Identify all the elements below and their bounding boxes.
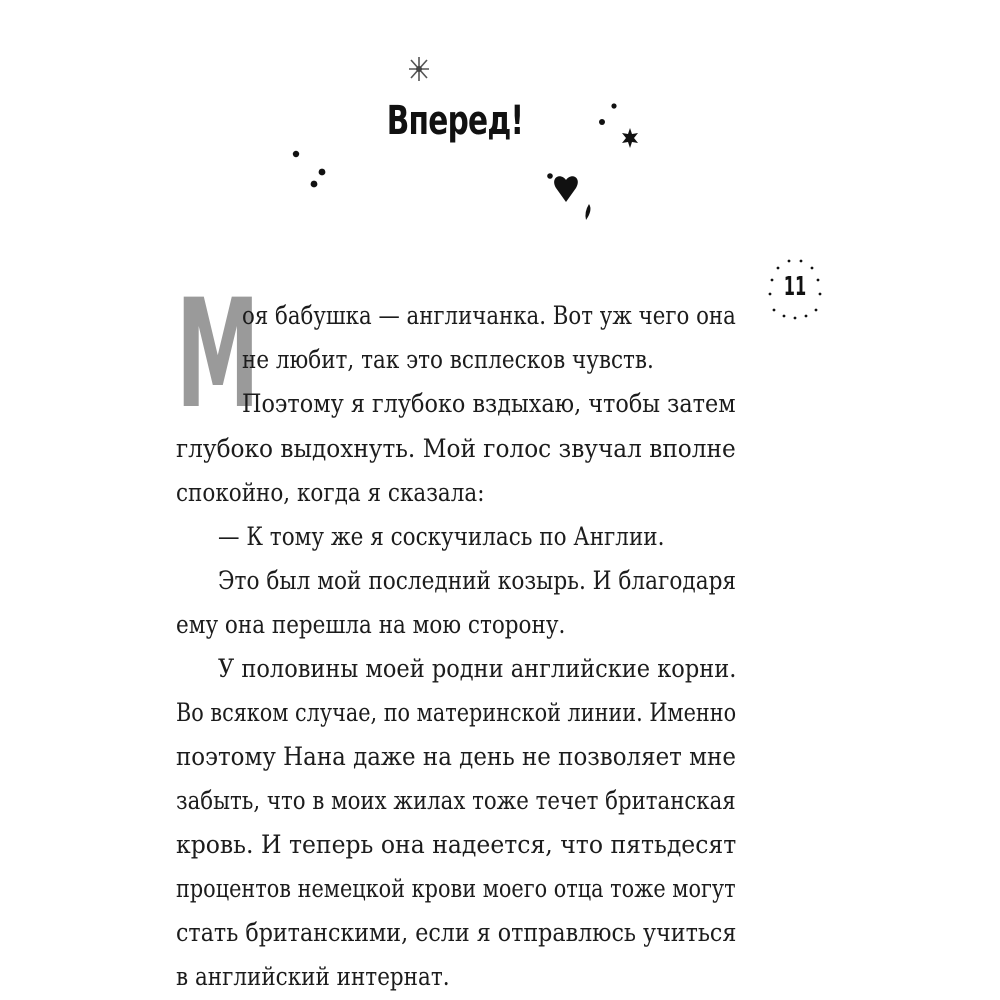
- text-line: не любит, так это всплесков чувств.: [242, 345, 654, 374]
- text-line: глубоко выдохнуть. Мой голос звучал вполне: [176, 434, 736, 463]
- text-line: забыть, что в моих жилах тоже течет британская: [176, 786, 736, 815]
- text-line: в английский интернат.: [176, 962, 450, 991]
- chapter-title: Вперед!: [386, 98, 524, 144]
- text-line: процентов немецкой крови моего отца тоже могут: [176, 874, 736, 903]
- page-number-text: 11: [783, 272, 807, 302]
- text-line: Поэтому я глубоко вздыхаю, чтобы затем: [242, 389, 736, 418]
- text-line: Во всяком случае, по материнской линии. Именно: [176, 698, 737, 727]
- text-line: поэтому Нана даже на день не позволяет мне: [176, 742, 736, 771]
- text-line: оя бабушка — англичанка. Вот уж чего она: [242, 301, 736, 330]
- text-line: кровь. И теперь она надеется, что пятьдесят: [176, 830, 737, 859]
- page-number: [766, 258, 824, 318]
- star-ornament-icon: [408, 56, 430, 82]
- text-line: ему она перешла на мою сторону.: [176, 610, 566, 639]
- text-line: — К тому же я соскучилась по Англии.: [218, 522, 665, 551]
- drop-cap: М: [176, 268, 260, 442]
- text-line: спокойно, когда я сказала:: [176, 478, 485, 507]
- text-line: Это был мой последний козырь. И благодаря: [218, 566, 737, 595]
- text-line: стать британскими, если я отправлюсь учиться: [176, 918, 737, 947]
- sparkle-dots-icon: [286, 96, 646, 226]
- text-line: У половины моей родни английские корни.: [218, 654, 737, 683]
